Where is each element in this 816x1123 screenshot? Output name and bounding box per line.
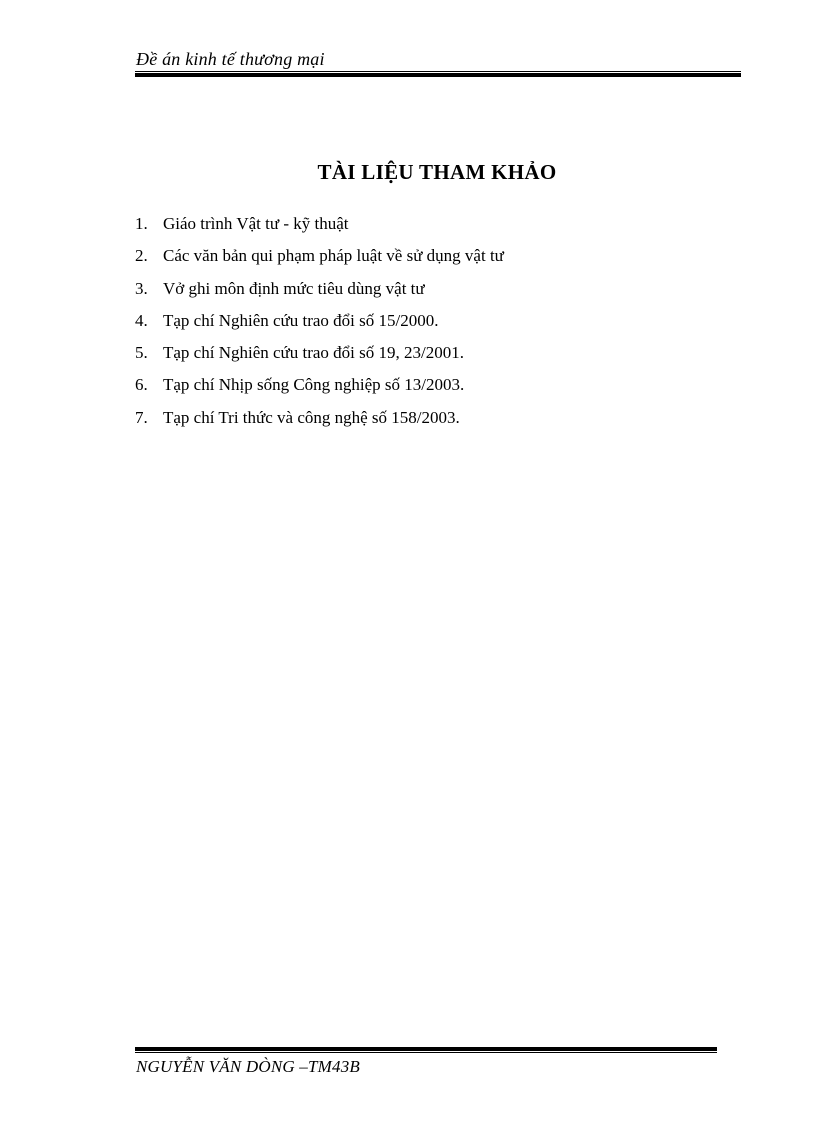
header-divider-thick <box>135 73 741 77</box>
reference-text: Giáo trình Vật tư - kỹ thuật <box>163 214 349 233</box>
reference-text: Tạp chí Nghiên cứu trao đổi số 15/2000. <box>163 310 439 330</box>
reference-number: 1. <box>135 214 148 233</box>
reference-text: Vở ghi môn định mức tiêu dùng vật tư <box>163 278 425 298</box>
reference-list <box>135 212 504 438</box>
page-footer-text: NGUYỄN VĂN DÒNG –TM43B <box>136 1057 360 1076</box>
reference-number: 3. <box>135 278 148 298</box>
reference-number: 4. <box>135 310 148 330</box>
header-divider-thin <box>135 71 741 72</box>
reference-item <box>135 341 504 373</box>
reference-item <box>135 277 504 309</box>
reference-item <box>135 244 504 276</box>
reference-text: Tạp chí Tri thức và công nghệ số 158/2003. <box>163 407 460 427</box>
page-header-text: Đề án kinh tế thương mại <box>136 49 325 69</box>
footer-divider-thick <box>135 1047 717 1051</box>
reference-item <box>135 406 504 438</box>
reference-item <box>135 309 504 341</box>
reference-item <box>135 373 504 405</box>
reference-text: Các văn bản qui phạm pháp luật về sử dụng vật tư <box>163 246 504 266</box>
reference-number: 6. <box>135 375 148 395</box>
reference-number: 7. <box>135 407 148 427</box>
reference-text: Tạp chí Nhịp sống Công nghiệp số 13/2003. <box>163 375 465 395</box>
reference-number: 2. <box>135 246 148 266</box>
reference-item <box>135 212 504 244</box>
footer-divider-thin <box>135 1052 717 1053</box>
reference-text: Tạp chí Nghiên cứu trao đổi số 19, 23/2001. <box>163 343 464 363</box>
document-title: TÀI LIỆU THAM KHẢO <box>317 160 557 184</box>
reference-number: 5. <box>135 343 148 363</box>
